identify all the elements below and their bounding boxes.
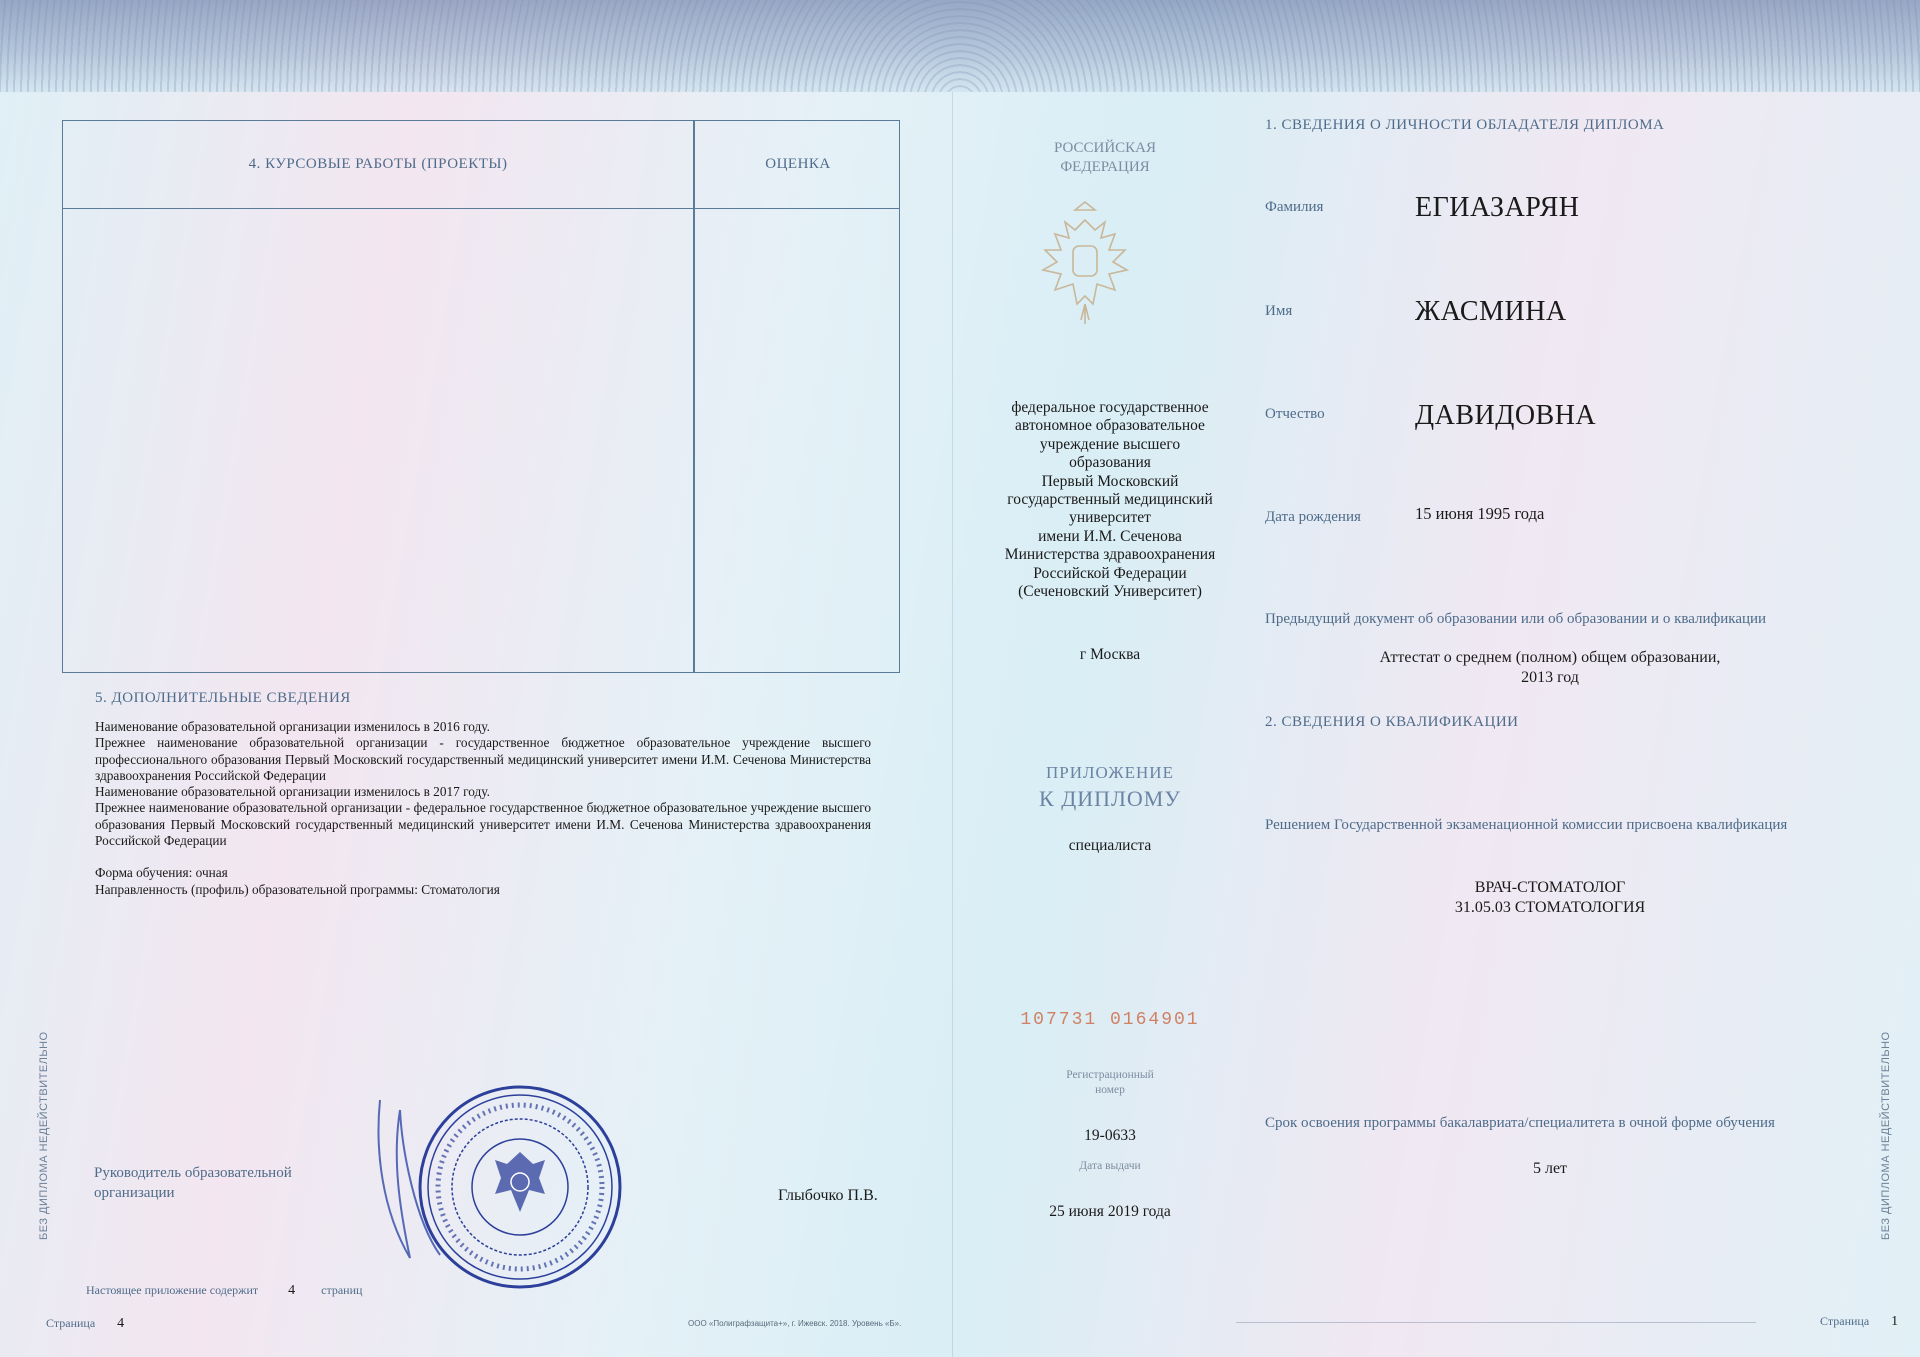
appendix-title bbox=[960, 760, 1260, 812]
grade-column-header: ОЦЕНКА bbox=[765, 156, 831, 172]
printer-imprint: ООО «Полиграфзащита+», г. Ижевск. 2018. Уровень «Б». bbox=[688, 1319, 902, 1328]
surname-label: Фамилия bbox=[1265, 199, 1324, 215]
organization-name-line: Российской Федерации bbox=[1033, 564, 1187, 582]
validity-note-right: БЕЗ ДИПЛОМА НЕДЕЙСТВИТЕЛЬНО bbox=[1880, 1031, 1892, 1240]
first-name-label: Имя bbox=[1265, 303, 1293, 319]
coursework-column-header: 4. КУРСОВЫЕ РАБОТЫ (ПРОЕКТЫ) bbox=[248, 156, 508, 172]
organization-name-line: (Сеченовский Университет) bbox=[1018, 583, 1202, 601]
qualification-title: ВРАЧ-СТОМАТОЛОГ bbox=[1474, 879, 1626, 896]
qualification-info-title: 2. СВЕДЕНИЯ О КВАЛИФИКАЦИИ bbox=[1265, 714, 1519, 730]
spread-fold bbox=[952, 92, 953, 1357]
right-page-footer bbox=[1820, 1314, 1898, 1330]
left-page-footer bbox=[46, 1316, 124, 1332]
organization-name-line: учреждение высшего bbox=[1039, 435, 1181, 453]
table-column-divider bbox=[693, 121, 695, 672]
coursework-table bbox=[62, 120, 900, 673]
patronymic-value: ДАВИДОВНА bbox=[1415, 400, 1597, 431]
city: г Москва bbox=[1079, 646, 1141, 663]
organization-name-line: Первый Московский bbox=[1041, 472, 1179, 490]
specialty-code: 31.05.03 СТОМАТОЛОГИЯ bbox=[1454, 899, 1646, 916]
additional-info-line: Наименование образовательной организации изменилось в 2017 году. bbox=[95, 784, 490, 800]
page-count-value: 4 bbox=[288, 1283, 296, 1298]
issue-date-label: Дата выдачи bbox=[1079, 1160, 1141, 1172]
issue-date: 25 июня 2019 года bbox=[1049, 1203, 1171, 1220]
appendix-title-line2: К ДИПЛОМУ bbox=[1039, 786, 1181, 811]
commission-decision-label: Решением Государственной экзаменационной комиссии присвоена квалификация bbox=[1265, 817, 1788, 833]
previous-document-year: 2013 год bbox=[1521, 669, 1579, 686]
additional-info-body bbox=[95, 719, 871, 898]
official-seal-icon bbox=[415, 1082, 625, 1292]
previous-document-line: Аттестат о среднем (полном) общем образовании, bbox=[1379, 649, 1721, 666]
page-label: Страница bbox=[1820, 1314, 1870, 1328]
holder-info-title: 1. СВЕДЕНИЯ О ЛИЧНОСТИ ОБЛАДАТЕЛЯ ДИПЛОМА bbox=[1265, 117, 1665, 133]
previous-document-label: Предыдущий документ об образовании или об образовании и о квалификации bbox=[1265, 611, 1767, 627]
page-label: Страница bbox=[46, 1316, 96, 1330]
registration-number: 19-0633 bbox=[1084, 1127, 1136, 1144]
footer-rule bbox=[1236, 1322, 1756, 1323]
organization-name-line: федеральное государственное bbox=[1011, 399, 1209, 416]
birth-date-label: Дата рождения bbox=[1265, 509, 1361, 525]
study-form: Форма обучения: очная bbox=[95, 865, 228, 881]
organization-name-line: Министерства здравоохранения bbox=[1004, 546, 1216, 564]
page-count-line bbox=[86, 1283, 362, 1299]
validity-note-left: БЕЗ ДИПЛОМА НЕДЕЙСТВИТЕЛЬНО bbox=[38, 1031, 50, 1240]
serial-number: 107731 0164901 bbox=[1020, 1010, 1200, 1030]
organization-name-line: университет bbox=[1069, 509, 1151, 527]
study-term-label: Срок освоения программы бакалавриата/специалитета в очной форме обучения bbox=[1265, 1115, 1775, 1131]
additional-info-line: Прежнее наименование образовательной организации - государственное бюджетное образовательное учреждение высшего профессионального образования Первый Московский государственный медицинский университет имени И.М. Сеченова Министерства здравоохранения Российской Федерации bbox=[95, 735, 871, 783]
patronymic-label: Отчество bbox=[1265, 406, 1325, 422]
organization-name-line: государственный медицинский bbox=[1007, 491, 1213, 509]
registration-number-label: Регистрационный номер bbox=[1066, 1069, 1154, 1096]
surname-value: ЕГИАЗАРЯН bbox=[1415, 192, 1580, 223]
organization-name-line: автономное образовательное bbox=[1015, 417, 1205, 435]
head-of-organization-label: Руководитель образовательной организации bbox=[94, 1165, 292, 1201]
organization-name-line: имени И.М. Сеченова bbox=[1038, 527, 1182, 545]
country-title: РОССИЙСКАЯ ФЕДЕРАЦИЯ bbox=[1053, 140, 1157, 175]
coat-of-arms-icon bbox=[1025, 200, 1145, 330]
first-name-value: ЖАСМИНА bbox=[1415, 296, 1567, 327]
program-profile: Направленность (профиль) образовательной программы: Стоматология bbox=[95, 881, 500, 897]
organization-name bbox=[960, 399, 1260, 601]
education-level: специалиста bbox=[1068, 837, 1152, 854]
page-count-unit: страниц bbox=[321, 1283, 363, 1297]
study-term-value: 5 лет bbox=[1532, 1160, 1568, 1177]
head-of-organization-name: Глыбочко П.В. bbox=[778, 1187, 878, 1204]
appendix-title-line1: ПРИЛОЖЕНИЕ bbox=[1046, 763, 1174, 782]
birth-date-value: 15 июня 1995 года bbox=[1415, 504, 1545, 523]
page-number: 1 bbox=[1891, 1314, 1899, 1329]
page-count-label: Настоящее приложение содержит bbox=[86, 1283, 259, 1297]
guilloche-top-band bbox=[0, 0, 1920, 92]
additional-info-title: 5. ДОПОЛНИТЕЛЬНЫЕ СВЕДЕНИЯ bbox=[95, 690, 351, 706]
additional-info-line: Прежнее наименование образовательной организации - федеральное государственное бюджетное образовательное учреждение высшего образования Первый Московский государственный медицинский университет имени И.М. Сеченова Министерства здравоохранения Российской Федерации bbox=[95, 800, 871, 849]
qualification-value bbox=[1340, 878, 1760, 918]
additional-info-line: Наименование образовательной организации изменилось в 2016 году. bbox=[95, 719, 490, 734]
previous-document-value bbox=[1310, 648, 1790, 688]
organization-name-line: образования bbox=[1069, 454, 1151, 472]
page-number: 4 bbox=[117, 1316, 125, 1331]
